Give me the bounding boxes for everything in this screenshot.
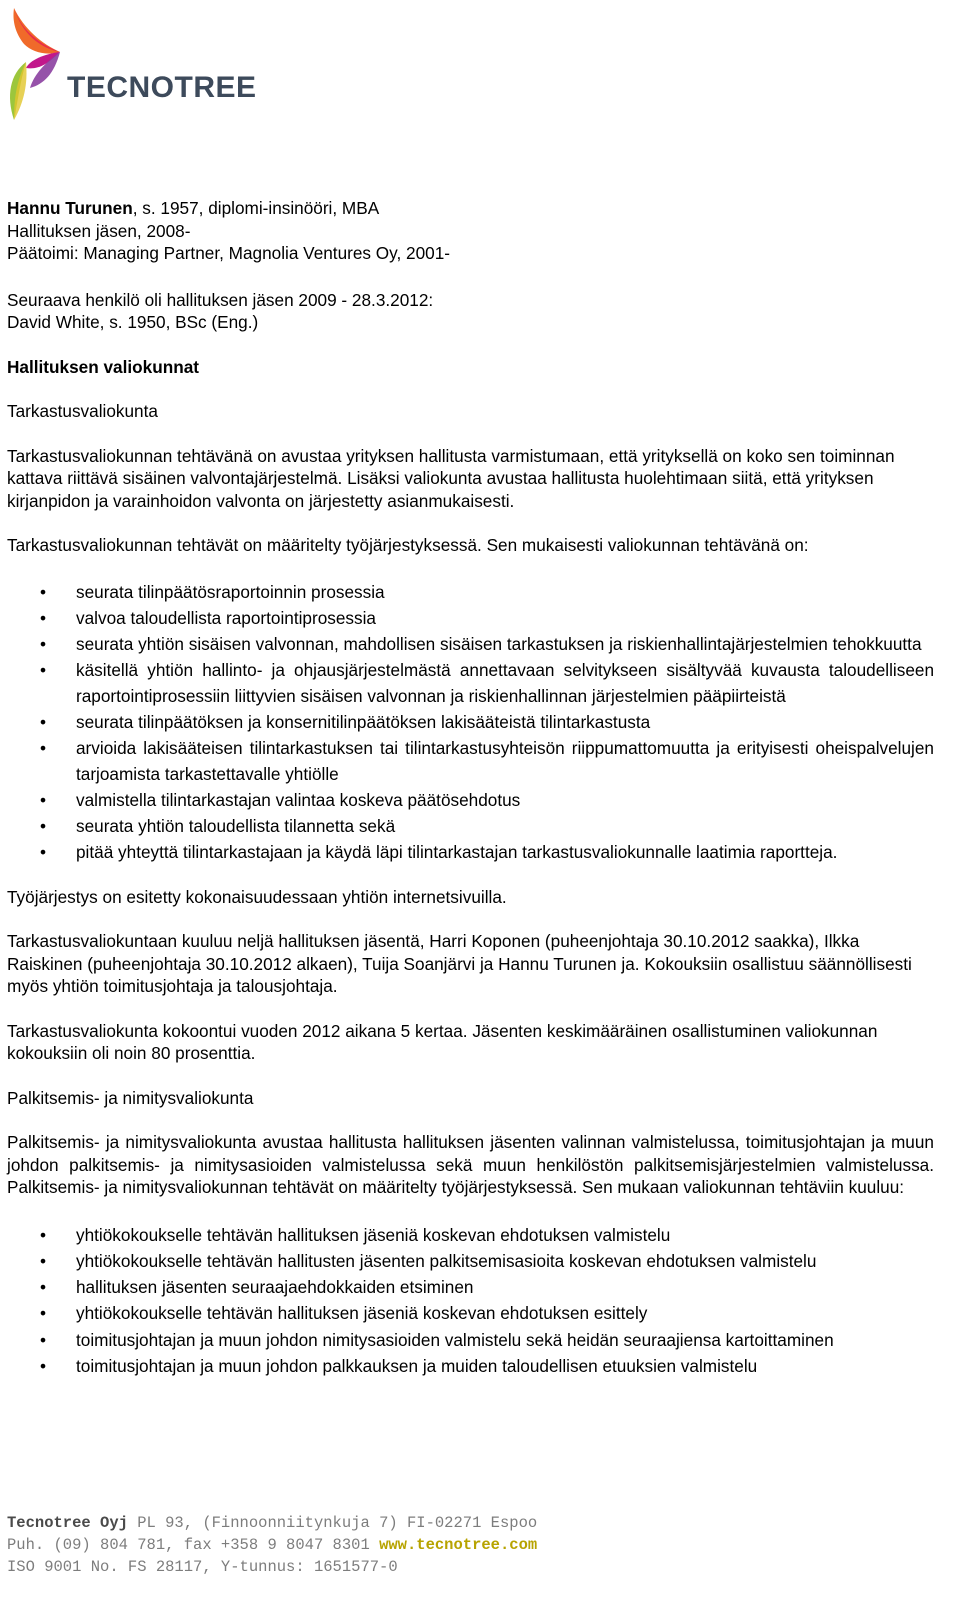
list-item: • yhtiökokoukselle tehtävän hallituksen jäseniä koskevan ehdotuksen valmistelu [7,1222,934,1248]
board-member-line [7,197,934,220]
board-member-name: Hannu Turunen [7,198,133,218]
bullet-icon: • [40,1355,47,1376]
audit-para-1: Tarkastusvaliokunnan tehtävänä on avustaa yrityksen hallitusta varmistumaan, että yrityksellä on koko sen toiminnan kattava riittävä sisäinen valvontajärjestelmä. Lisäksi valiokunta avustaa hallitusta huolehtimaan siitä, että yrityksen kirjanpidon ja varainhoidon valvonta on järjestetty asianmukaisesti. [7,445,895,511]
footer-contact-line [7,1534,537,1556]
audit-para-3: Työjärjestys on esitetty kokonaisuudessaan yhtiön internetsivuilla. [7,886,507,907]
audit-para-4: Tarkastusvaliokuntaan kuuluu neljä hallituksen jäsentä, Harri Koponen (puheenjohtaja 30.10.2012 saakka), Ilkka Raiskinen (puheenjohtaja 30.10.2012 alkaen), Tuija Soanjärvi ja Hannu Turunen ja. Kokouksiin osallistuu säännöllisesti myös yhtiön toimitusjohtaja ja talousjohtaja. [7,931,912,996]
list-item: • seurata tilinpäätöksen ja konsernitilinpäätöksen lakisääteistä tilintarkastusta [7,709,934,735]
remuneration-committee-title: Palkitsemis- ja nimitysvaliokunta [7,1087,254,1108]
audit-para-2: Tarkastusvaliokunnan tehtävät on määritelty työjärjestyksessä. Sen mukaisesti valiokunnan tehtävänä on: [7,535,809,555]
footer-iso-line: ISO 9001 No. FS 28117, Y-tunnus: 1651577-0 [7,1558,398,1576]
list-item: • valvoa taloudellista raportointiprosessia [7,605,934,631]
list-item: • yhtiökokoukselle tehtävän hallituksen jäseniä koskevan ehdotuksen esittely [7,1300,934,1326]
board-member-main-job: Päätoimi: Managing Partner, Magnolia Ventures Oy, 2001- [7,243,450,263]
audit-committee-title: Tarkastusvaliokunta [7,401,158,421]
footer-phone: Puh. (09) 804 781, fax +358 9 8047 8301 [7,1536,380,1554]
section-heading: Hallituksen valiokunnat [7,356,199,377]
page-footer [7,1512,537,1578]
list-item: • hallituksen jäsenten seuraajaehdokkaiden etsiminen [7,1274,934,1300]
list-item: • arvioida lakisääteisen tilintarkastuksen tai tilintarkastusyhteisön riippumattomuutta ja erityisesti oheispalvelujen tarjoamista tarkastettavalle yhtiölle [7,735,934,787]
list-item: • seurata yhtiön sisäisen valvonnan, mahdollisen sisäisen tarkastuksen ja riskienhallintajärjestelmien tehokkuutta [7,631,934,657]
remuneration-para-1: Palkitsemis- ja nimitysvaliokunta avustaa hallitusta hallituksen jäsenten valinnan valmistelussa, toimitusjohtajan ja muun johdon palkitsemis- ja nimitysasioiden valmistelussa sekä muun henkilöstön palkitsemisjärjestelmien valmistelussa. Palkitsemis- ja nimitysvaliokunnan tehtävät on määritelty työjärjestyksessä. Sen mukaan valiokunnan tehtäviin kuuluu: [7,1132,934,1197]
logo-wordmark: TECNOTREE [67,71,257,104]
list-item: • seurata tilinpäätösraportoinnin prosessia [7,579,934,605]
document-body [7,197,934,1379]
footer-company: Tecnotree Oyj [7,1514,128,1532]
list-item: • käsitellä yhtiön hallinto- ja ohjausjärjestelmästä annettavaan selvitykseen sisältyvää kuvausta taloudelliseen raportointiprosessiin liittyvien sisäisen valvonnan ja riskienhallinnan järjestelmien pääpiirteistä [7,657,934,709]
list-item: • pitää yhteyttä tilintarkastajaan ja käydä läpi tilintarkastajan tarkastusvaliokunnalle laatimia raportteja. [7,839,934,865]
bullet-icon: • [40,1250,47,1271]
bullet-icon: • [40,711,47,732]
tecnotree-leaf-icon [4,4,74,126]
bullet-icon: • [40,633,47,654]
tecnotree-logo [4,4,257,126]
footer-address-line [7,1512,537,1534]
board-member-role: Hallituksen jäsen, 2008- [7,220,191,241]
former-member-details: David White, s. 1950, BSc (Eng.) [7,312,259,332]
bullet-icon: • [40,1329,47,1350]
bullet-icon: • [40,789,47,810]
bullet-icon: • [40,841,47,862]
bullet-icon: • [40,581,47,602]
footer-address: PL 93, (Finnoonniitynkuja 7) FI-02271 Espoo [127,1514,538,1532]
bullet-icon: • [40,1224,47,1245]
list-item: • valmistella tilintarkastajan valintaa koskeva päätösehdotus [7,787,934,813]
audit-para-5: Tarkastusvaliokunta kokoontui vuoden 2012 aikana 5 kertaa. Jäsenten keskimääräinen osallistuminen valiokunnan kokouksiin oli noin 80 prosenttia. [7,1020,878,1063]
bullet-icon: • [40,815,47,836]
board-member-details: , s. 1957, diplomi-insinööri, MBA [132,198,380,218]
list-item: • toimitusjohtajan ja muun johdon palkkauksen ja muiden taloudellisen etuuksien valmistelu [7,1353,934,1379]
bullet-icon: • [40,607,47,628]
former-member-intro: Seuraava henkilö oli hallituksen jäsen 2009 - 28.3.2012: [7,289,434,310]
list-item: • seurata yhtiön taloudellista tilannetta sekä [7,813,934,839]
list-item: • yhtiökokoukselle tehtävän hallitusten jäsenten palkitsemisasioita koskevan ehdotuksen valmistelu [7,1248,934,1274]
bullet-icon: • [40,1277,47,1298]
remuneration-task-list [7,1222,934,1380]
bullet-icon: • [40,659,47,680]
bullet-icon: • [40,1303,47,1324]
bullet-icon: • [40,737,47,758]
audit-task-list [7,579,934,865]
list-item: • toimitusjohtajan ja muun johdon nimitysasioiden valmistelu sekä heidän seuraajiensa kartoittaminen [7,1327,934,1353]
footer-website-link[interactable]: www.tecnotree.com [379,1536,538,1554]
